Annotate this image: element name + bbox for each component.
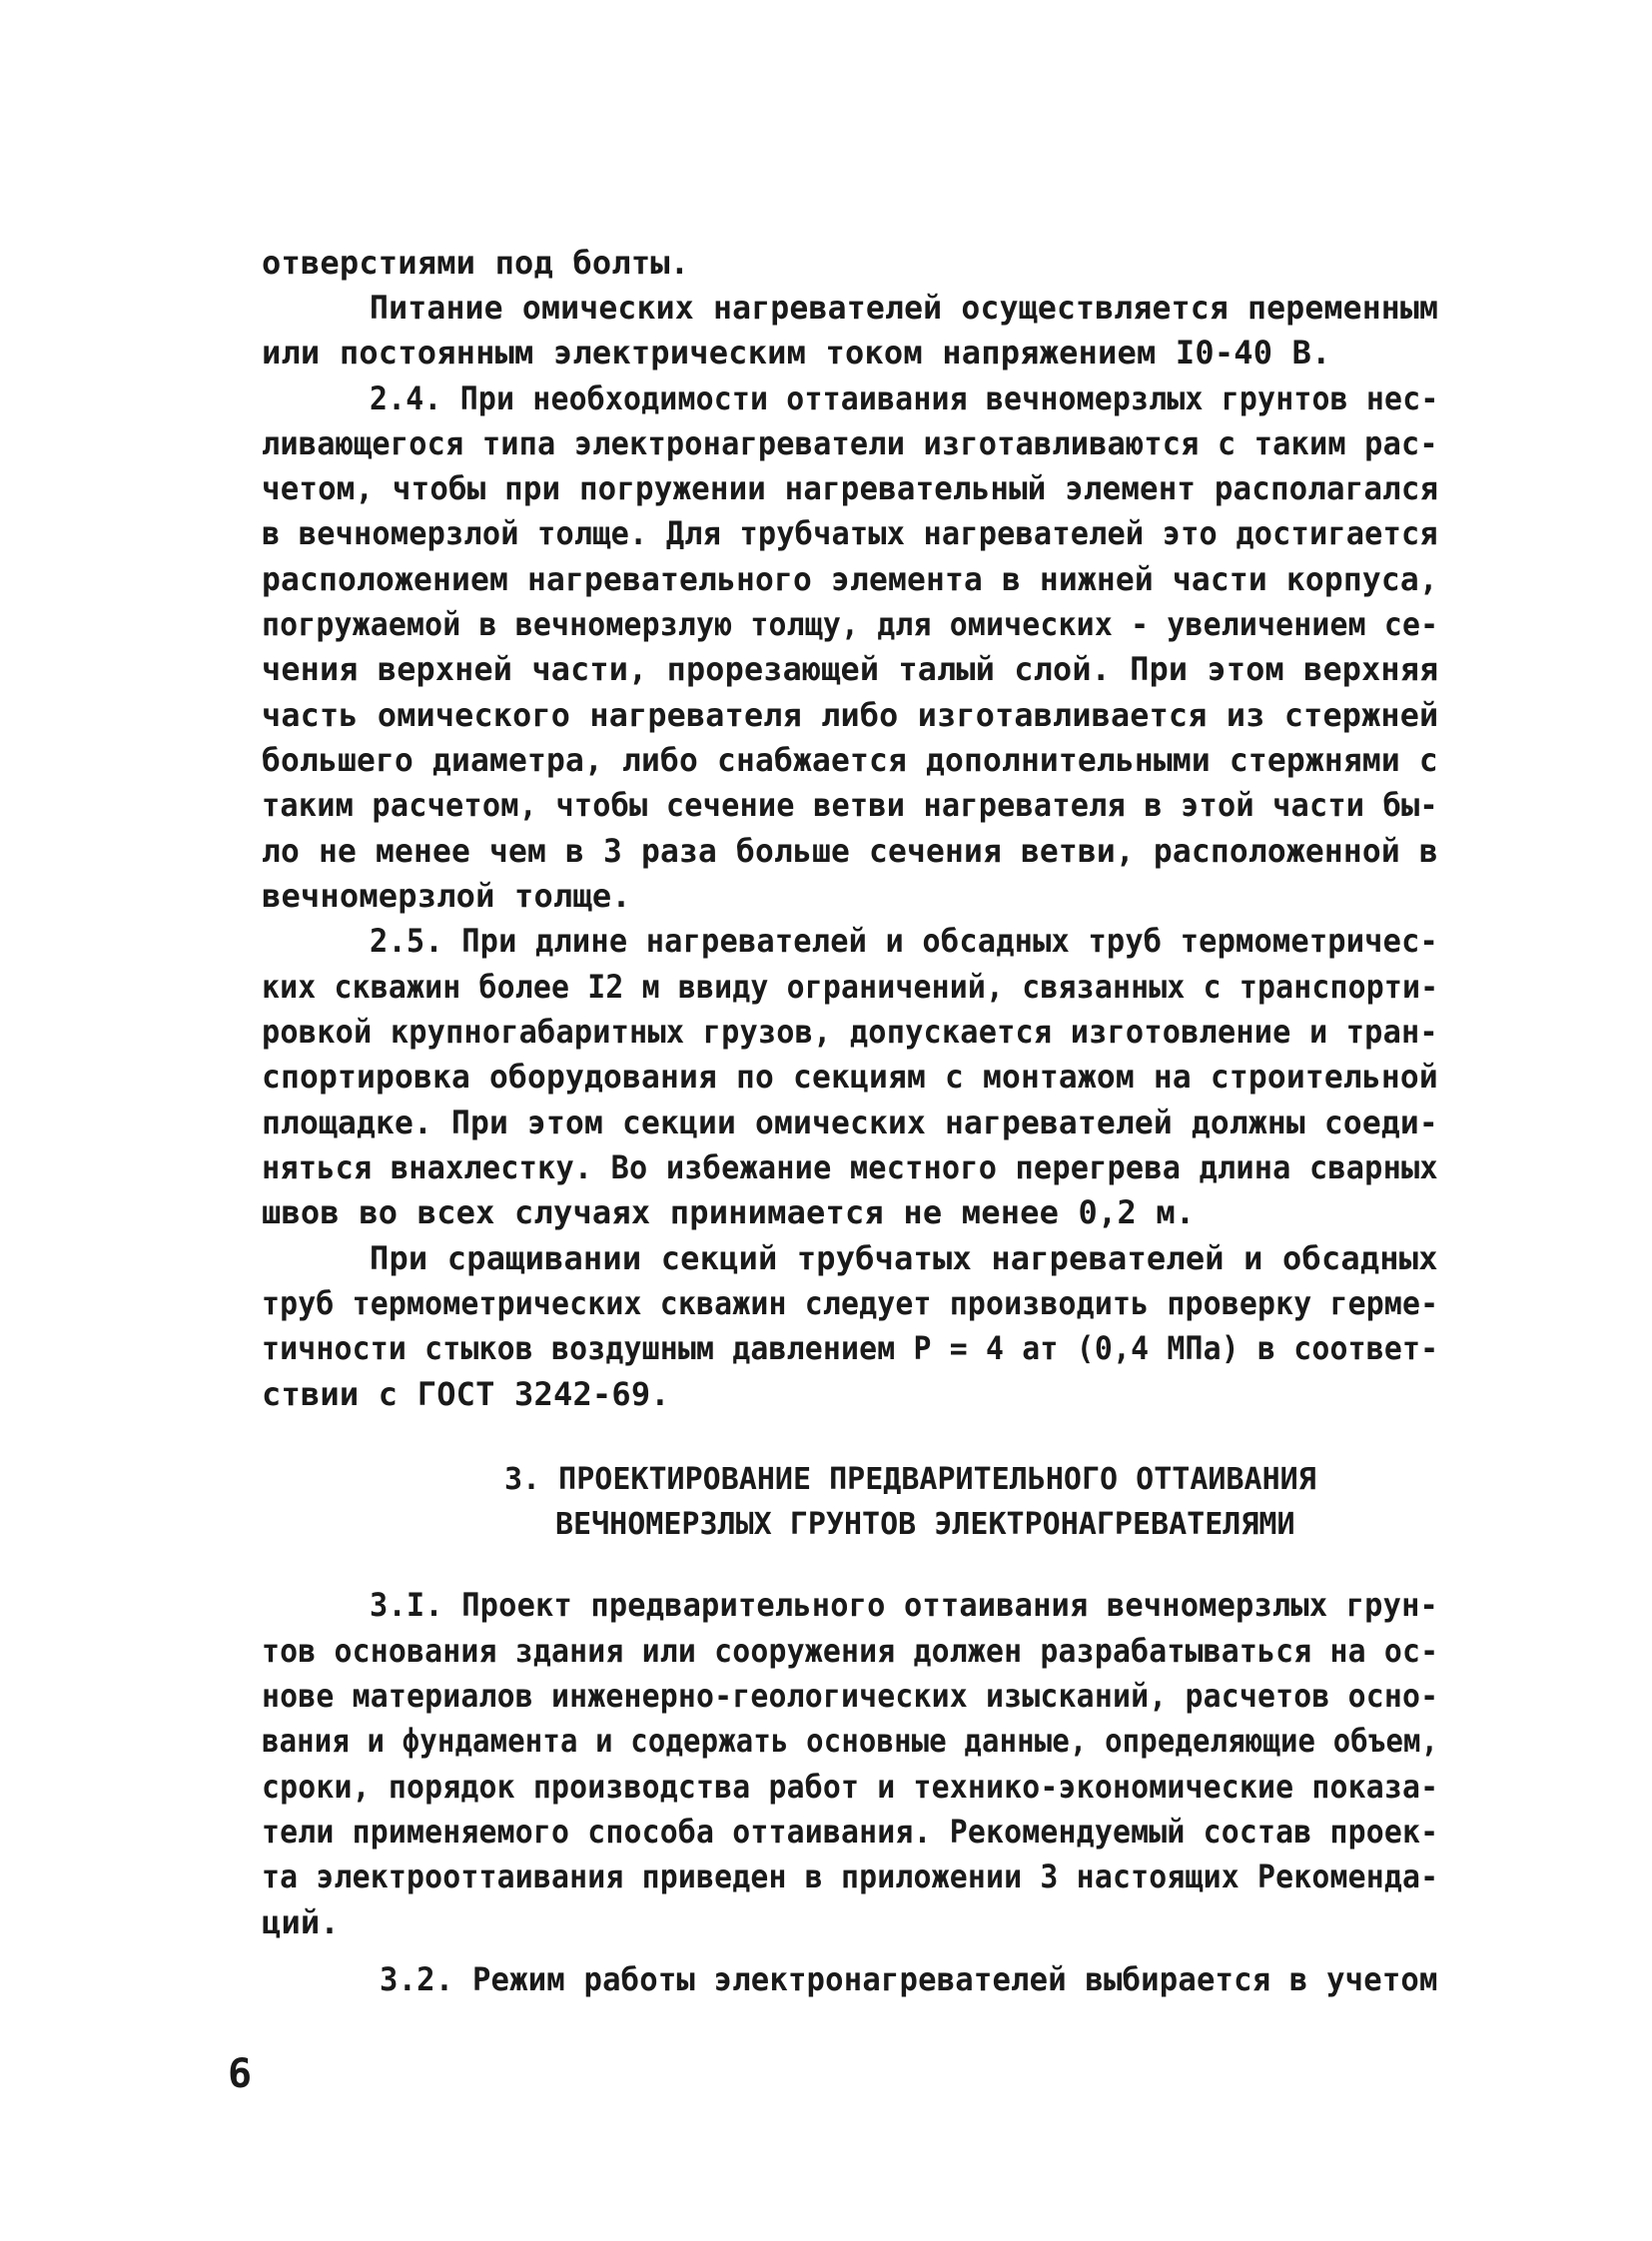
text-line: ло не менее чем в 3 раза больше сечения ветви, расположенной в bbox=[262, 832, 1438, 870]
text-line: нове материалов инженерно-геологических изысканий, расчетов осно- bbox=[262, 1677, 1439, 1715]
text-line: спортировка оборудования по секциям с монтажом на строительной bbox=[262, 1058, 1438, 1096]
text-line: ровкой крупногабаритных грузов, допускается изготовление и тран- bbox=[262, 1013, 1438, 1051]
text-line: тели применяемого способа оттаивания. Рекомендуемый состав проек- bbox=[262, 1813, 1439, 1851]
text-line: площадке. При этом секции омических нагревателей должны соеди- bbox=[262, 1104, 1438, 1141]
text-line: швов во всех случаях принимается не менее 0,2 м. bbox=[262, 1193, 1196, 1231]
text-line: При сращивании секций трубчатых нагревателей и обсадных bbox=[370, 1239, 1438, 1277]
text-line: няться внахлестку. Во избежание местного перегрева длина сварных bbox=[262, 1148, 1438, 1186]
text-line: 2.4. При необходимости оттаивания вечномерзлых грунтов нес- bbox=[370, 379, 1439, 417]
text-line: большего диаметра, либо снабжается дополнительными стержнями с bbox=[262, 741, 1438, 779]
text-line: 3.2. Режим работы электронагревателей выбирается в учетом bbox=[380, 1960, 1438, 1998]
text-line: ствии с ГОСТ 3242-69. bbox=[262, 1375, 670, 1413]
text-line: часть омического нагревателя либо изготавливается из стержней bbox=[262, 696, 1439, 734]
text-line: расположением нагревательного элемента в нижней части корпуса, bbox=[262, 560, 1438, 598]
text-line: ций. bbox=[262, 1903, 340, 1941]
text-line: или постоянным электрическим током напряжением I0-40 В. bbox=[262, 334, 1331, 372]
text-line: четом, чтобы при погружении нагревательный элемент располагался bbox=[262, 469, 1439, 507]
text-line: ких скважин более I2 м ввиду ограничений, связанных с транспорти- bbox=[262, 968, 1439, 1006]
text-line: отверстиями под болты. bbox=[262, 244, 690, 282]
text-line: погружаемой в вечномерзлую толщу, для омических - увеличением се- bbox=[262, 605, 1439, 643]
text-line: вечномерзлой толще. bbox=[262, 877, 631, 915]
text-line: тичности стыков воздушным давлением Р = 4 ат (0,4 МПа) в соответ- bbox=[262, 1329, 1439, 1367]
text-line: 3.I. Проект предварительного оттаивания вечномерзлых грун- bbox=[370, 1586, 1438, 1624]
text-line: чения верхней части, прорезающей талый слой. При этом верхняя bbox=[262, 650, 1439, 688]
text-line: тов основания здания или сооружения должен разрабатываться на ос- bbox=[262, 1632, 1439, 1670]
text-line: сроки, порядок производства работ и технико-экономические показа- bbox=[262, 1768, 1439, 1806]
text-line: таким расчетом, чтобы сечение ветви нагревателя в этой части бы- bbox=[262, 786, 1438, 824]
section-heading: ВЕЧНОМЕРЗЛЫХ ГРУНТОВ ЭЛЕКТРОНАГРЕВАТЕЛЯМИ bbox=[555, 1507, 1295, 1542]
text-line: труб термометрических скважин следует производить проверку герме- bbox=[262, 1284, 1439, 1322]
text-line: ливающегося типа электронагреватели изготавливаются с таким рас- bbox=[262, 424, 1438, 462]
text-line: Питание омических нагревателей осуществляется переменным bbox=[370, 289, 1439, 327]
text-line: в вечномерзлой толще. Для трубчатых нагревателей это достигается bbox=[262, 514, 1438, 552]
text-line: вания и фундамента и содержать основные данные, определяющие объем, bbox=[262, 1722, 1439, 1760]
text-line: 2.5. При длине нагревателей и обсадных труб термометричес- bbox=[370, 922, 1438, 960]
page-number: 6 bbox=[228, 2051, 253, 2097]
section-heading: 3. ПРОЕКТИРОВАНИЕ ПРЕДВАРИТЕЛЬНОГО ОТТАИВАНИЯ bbox=[504, 1462, 1316, 1497]
text-line: та электрооттаивания приведен в приложении 3 настоящих Рекоменда- bbox=[262, 1858, 1439, 1895]
